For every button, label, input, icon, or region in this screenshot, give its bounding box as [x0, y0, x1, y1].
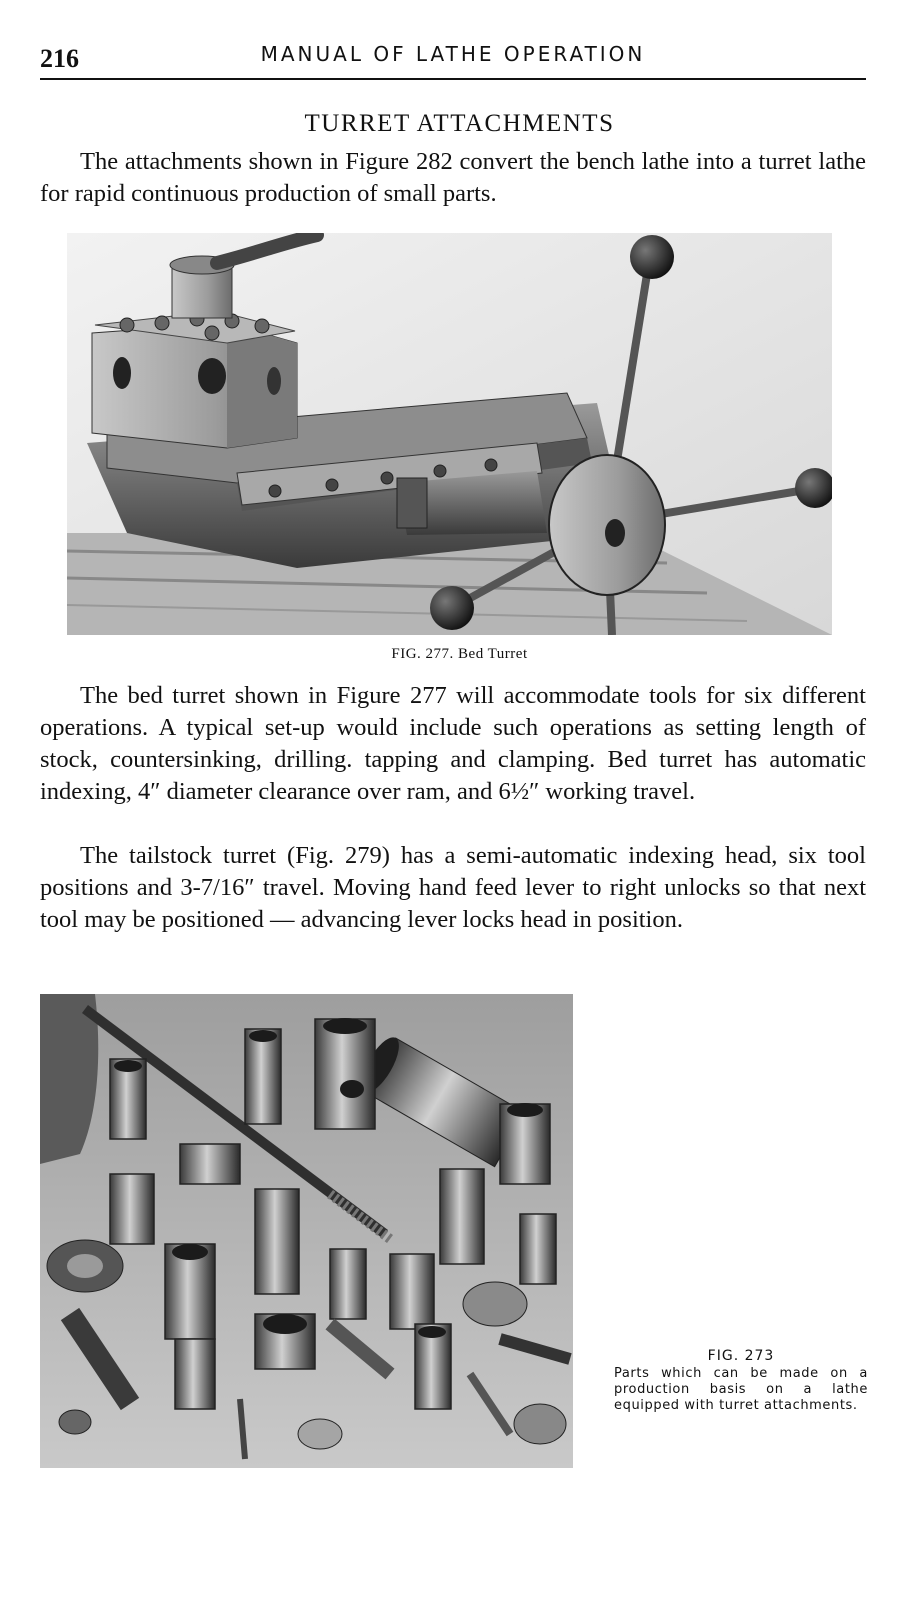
bed-turret-illustration	[67, 233, 832, 635]
tailstock-turret-paragraph	[40, 840, 866, 936]
section-title: TURRET ATTACHMENTS	[304, 110, 615, 137]
figure-273-caption: Parts which can be made on a production basis on a lathe equipped with turret attachments.	[614, 1366, 868, 1413]
running-title: MANUAL OF LATHE OPERATION	[260, 42, 646, 66]
intro-text: The attachments shown in Figure 282 convert the bench lathe into a turret lathe for rapid continuous production of small parts.	[40, 148, 866, 207]
turned-parts-illustration	[40, 994, 573, 1468]
turned-parts-photo	[40, 994, 573, 1468]
bed-turret-paragraph	[40, 680, 866, 808]
page-header	[40, 38, 866, 80]
tailstock-turret-text: The tailstock turret (Fig. 279) has a semi-automatic indexing head, six tool positions and 3-7/16″ travel. Moving hand feed lever to right unlocks so that next tool may be positioned — advancing lever locks head in position.	[40, 842, 866, 933]
intro-paragraph	[40, 146, 866, 210]
figure-277-caption: FIG. 277. Bed Turret	[391, 646, 528, 662]
figure-273-number: FIG. 273	[707, 1348, 775, 1364]
bed-turret-photo	[67, 233, 832, 635]
bed-turret-text: The bed turret shown in Figure 277 will accommodate tools for six different operations. A typical set-up would include such operations as setting length of stock, countersinking, drilling. tapping and clamping. Bed turret has automatic indexing, 4″ diameter clearance over ram, and 6½″ working travel.	[40, 682, 866, 805]
figure-273-caption-block	[614, 1348, 868, 1414]
page-number: 216	[40, 44, 79, 73]
